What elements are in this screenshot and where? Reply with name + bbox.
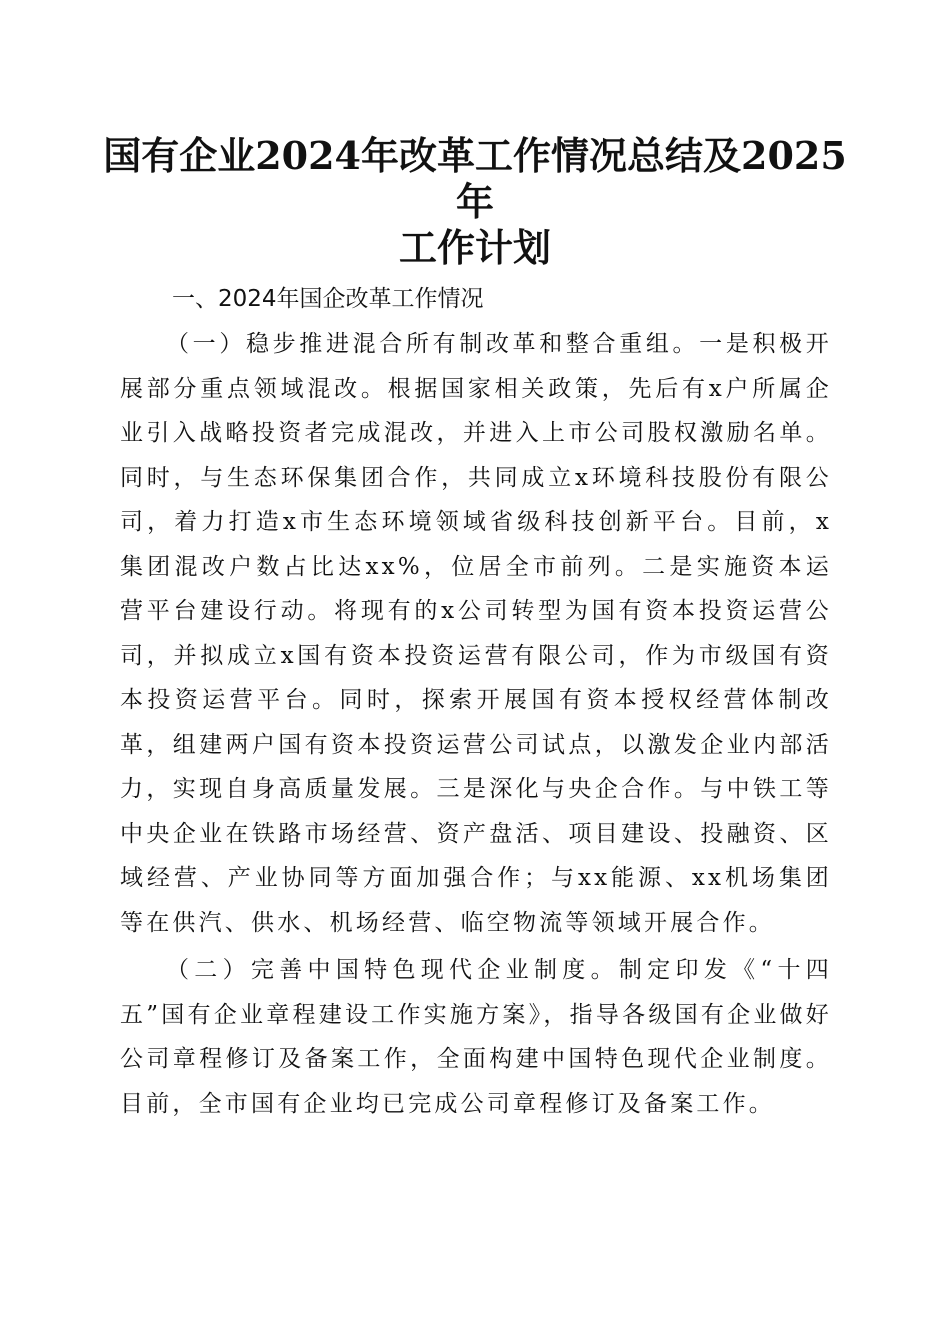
- paragraph: （二）完善中国特色现代企业制度。制定印发《“十四五”国有企业章程建设工作实施方案》，指导各级国有企业做好公司章程修订及备案工作，全面构建中国特色现代企业制度。目前，全市国有企业均已完成公司章程修订及备案工作。: [120, 957, 832, 1117]
- document-title: [100, 133, 850, 271]
- document-title-line-2: 工作计划: [398, 225, 551, 270]
- paragraph: （一）稳步推进混合所有制改革和整合重组。一是积极开展部分重点领域混改。根据国家相关政策，先后有x户所属企业引入战略投资者完成混改，并进入上市公司股权激励名单。同时，与生态环保集团合作，共同成立x环境科技股份有限公司，着力打造x市生态环境领域省级科技创新平台。目前，x集团混改户数占比达xx%，位居全市前列。二是实施资本运营平台建设行动。将现有的x公司转型为国有资本投资运营公司，并拟成立x国有资本投资运营有限公司，作为市级国有资本投资运营平台。同时，探索开展国有资本授权经营体制改革，组建两户国有资本投资运营公司试点，以激发企业内部活力，实现自身高质量发展。三是深化与央企合作。与中铁工等中央企业在铁路市场经营、资产盘活、项目建设、投融资、区域经营、产业协同等方面加强合作；与xx能源、xx机场集团等在供汽、供水、机场经营、临空物流等领域开展合作。: [120, 331, 832, 936]
- document-title-line-1: 国有企业2024年改革工作情况总结及2025年: [103, 133, 847, 224]
- section-heading: 一、2024年国企改革工作情况: [172, 286, 484, 312]
